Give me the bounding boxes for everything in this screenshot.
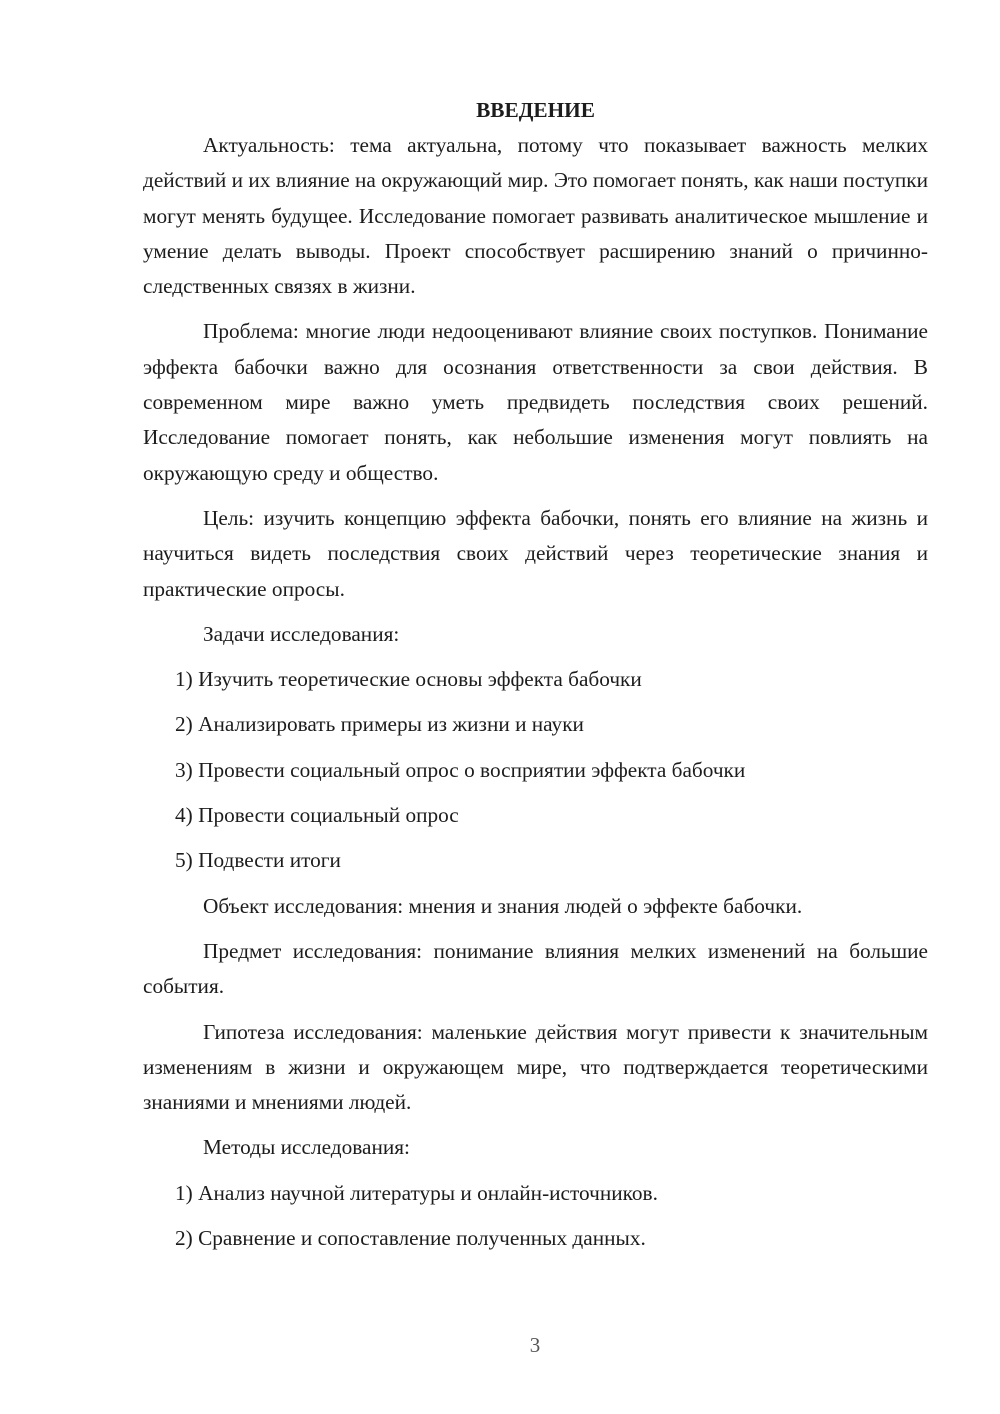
problem-paragraph: Проблема: многие люди недооценивают влияние своих поступков. Понимание эффекта бабочки важно для осознания ответственности за свои действия. В современном мире важно уметь предвидеть последствия своих решений. Исследование помогает понять, как небольшие изменения могут повлиять на окружающую среду и общество.: [143, 319, 928, 485]
list-item: 2) Анализировать примеры из жизни и науки: [175, 712, 584, 737]
tasks-heading: Задачи исследования:: [203, 621, 400, 646]
hypothesis-paragraph: Гипотеза исследования: маленькие действия могут привести к значительным изменениям в жизни и окружающем мире, что подтверждается теоретическими знаниями и мнениями людей.: [143, 1019, 928, 1115]
page-content: [143, 93, 928, 1256]
methods-list: [143, 1176, 928, 1257]
tasks-list: [143, 662, 928, 878]
goal-paragraph: Цель: изучить концепцию эффекта бабочки, понять его влияние на жизнь и научиться видеть последствия своих действий через теоретические знания и практические опросы.: [143, 505, 928, 601]
object-paragraph: Объект исследования: мнения и знания людей о эффекте бабочки.: [203, 893, 803, 918]
methods-heading: Методы исследования:: [203, 1135, 410, 1160]
relevance-paragraph: Актуальность: тема актуальна, потому что показывает важность мелких действий и их влияние на окружающий мир. Это помогает понять, как наши поступки могут менять будущее. Исследование помогает развивать аналитическое мышление и умение делать выводы. Проект способствует расширению знаний о причинно-следственных связях в жизни.: [143, 133, 928, 299]
list-item: 1) Изучить теоретические основы эффекта бабочки: [175, 667, 642, 692]
list-item: 5) Подвести итоги: [175, 848, 341, 873]
section-title: ВВЕДЕНИЕ: [476, 98, 595, 122]
list-item: 3) Провести социальный опрос о восприятии эффекта бабочки: [175, 757, 746, 782]
subject-paragraph: Предмет исследования: понимание влияния мелких изменений на большие события.: [143, 938, 928, 999]
page-number: 3: [529, 1333, 541, 1357]
list-item: 2) Сравнение и сопоставление полученных данных.: [175, 1226, 646, 1251]
list-item: 1) Анализ научной литературы и онлайн-источников.: [175, 1180, 658, 1205]
list-item: 4) Провести социальный опрос: [175, 803, 459, 828]
